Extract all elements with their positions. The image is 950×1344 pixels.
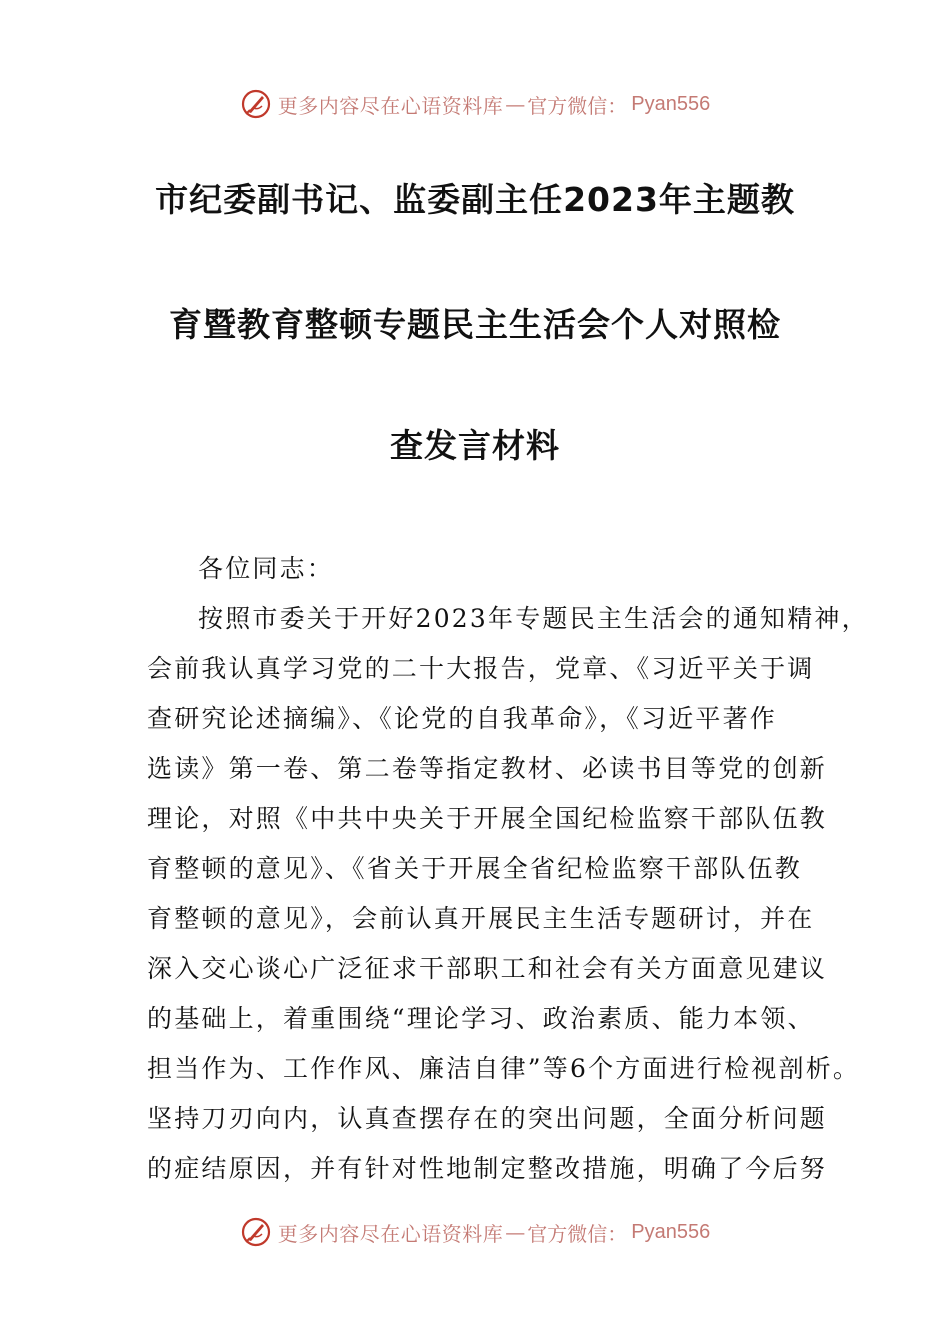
quill-logo-icon (240, 1216, 272, 1248)
watermark-text: 更多内容尽在心语资料库 (277, 93, 504, 118)
body-line: 查研究论述摘编》、《论党的自我革命》，《习近平著作 (147, 704, 778, 733)
body-line: 按照市委关于开好2023年专题民主生活会的通知精神， (198, 604, 869, 633)
watermark-text: 更多内容尽在心语资料库 (277, 1221, 504, 1246)
body-line: 会前我认真学习党的二十大报告，党章、《习近平关于调 (147, 654, 815, 683)
watermark-dash: — (505, 92, 526, 116)
greeting: 各位同志： (198, 554, 335, 583)
body-line: 深入交心谈心广泛征求干部职工和社会有关方面意见建议 (147, 954, 828, 983)
watermark-wechat-label: 官方微信： (527, 93, 628, 118)
title-line-1: 市纪委副书记、监委副主任2023年主题教 (155, 180, 795, 219)
title-line-2: 育暨教育整顿专题民主生活会个人对照检 (169, 305, 781, 344)
body-line: 担当作为、工作作风、廉洁自律”等6个方面进行检视剖析。 (147, 1054, 861, 1083)
watermark-wechat-id: Pyan556 (631, 92, 711, 115)
body-line: 育整顿的意见》、《省关于开展全省纪检监察干部队伍教 (147, 854, 803, 883)
body-line: 的基础上，着重围绕“理论学习、政治素质、能力本领、 (147, 1004, 815, 1033)
watermark-banner-top (0, 84, 950, 124)
body-line: 选读》第一卷、第二卷等指定教材、必读书目等党的创新 (147, 754, 828, 783)
title-line-3: 查发言材料 (390, 426, 560, 465)
watermark-dash: — (505, 1220, 526, 1244)
body-line: 理论，对照《中共中央关于开展全国纪检监察干部队伍教 (147, 804, 828, 833)
body-line: 的症结原因，并有针对性地制定整改措施，明确了今后努 (147, 1154, 828, 1183)
watermark-wechat-id: Pyan556 (631, 1220, 711, 1243)
body-line: 育整顿的意见》，会前认真开展民主生活专题研讨，并在 (147, 904, 815, 933)
watermark-wechat-label: 官方微信： (527, 1221, 628, 1246)
quill-logo-icon (240, 88, 272, 120)
watermark-banner-bottom (0, 1212, 950, 1252)
body-line: 坚持刀刃向内，认真查摆存在的突出问题，全面分析问题 (147, 1104, 828, 1133)
